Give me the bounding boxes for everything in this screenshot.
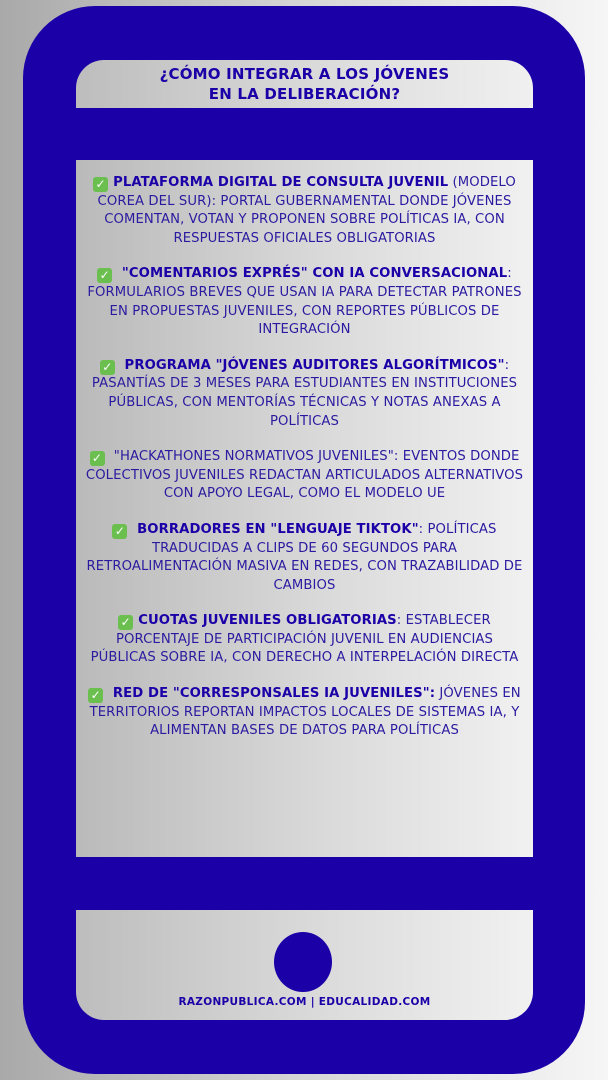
list-item-digital-platform: [84, 174, 525, 248]
list-item-hackathons: [84, 448, 525, 504]
footer-credits: RAZONPUBLICA.COM | EDUCALIDAD.COM: [178, 996, 431, 1008]
check-mark-icon: ✓: [93, 177, 108, 192]
page-title-line-2: EN LA DELIBERACIÓN?: [208, 85, 401, 103]
item-lead: RED DE "CORRESPONSALES IA JUVENILES":: [108, 686, 436, 702]
item-body: (MODELO COREA DEL SUR): PORTAL GUBERNAMENTAL DONDE JÓVENES COMENTAN, VOTAN Y PROPONEN SOBRE POLÍTICAS IA, CON RESPUESTAS OFICIALES OBLIGATORIAS: [97, 175, 516, 246]
list-item-express-comments: [84, 265, 525, 339]
check-mark-icon: ✓: [100, 360, 115, 375]
item-lead: PROGRAMA "JÓVENES AUDITORES ALGORÍTMICOS": [119, 357, 505, 373]
item-lead: PLATAFORMA DIGITAL DE CONSULTA JUVENIL: [113, 175, 449, 190]
item-lead: CUOTAS JUVENILES OBLIGATORIAS: [138, 613, 397, 629]
page-title-line-1: ¿CÓMO INTEGRAR A LOS JÓVENES: [159, 65, 450, 83]
item-lead: "COMENTARIOS EXPRÉS" CON IA CONVERSACIONAL: [117, 266, 508, 282]
item-body: : POLÍTICAS TRADUCIDAS A CLIPS DE 60 SEGUNDOS PARA RETROALIMENTACIÓN MASIVA EN REDES, CON TRAZABILIDAD DE CAMBIOS: [86, 521, 523, 593]
item-body: : FORMULARIOS BREVES QUE USAN IA PARA DETECTAR PATRONES EN PROPUESTAS JUVENILES, CON REPORTES PÚBLICOS DE INTEGRACIÓN: [87, 266, 522, 338]
check-mark-icon: ✓: [90, 451, 105, 466]
header-panel: [76, 60, 533, 108]
bottom-panel: [76, 910, 533, 1020]
check-mark-icon: ✓: [112, 524, 127, 539]
content-screen: [76, 160, 533, 857]
check-mark-icon: ✓: [118, 615, 133, 630]
item-body: JÓVENES EN TERRITORIOS REPORTAN IMPACTOS LOCALES DE SISTEMAS IA, Y ALIMENTAN BASES DE DATOS PARA POLÍTICAS: [89, 686, 521, 739]
list-item-youth-quotas: [84, 612, 525, 668]
list-item-correspondents: [84, 685, 525, 741]
item-body: : ESTABLECER PORCENTAJE DE PARTICIPACIÓN JUVENIL EN AUDIENCIAS PÚBLICAS SOBRE IA, CON DERECHO A INTERPELACIÓN DIRECTA: [90, 613, 519, 666]
item-body: : PASANTÍAS DE 3 MESES PARA ESTUDIANTES EN INSTITUCIONES PÚBLICAS, CON MENTORÍAS TÉCNICAS Y NOTAS ANEXAS A POLÍTICAS: [91, 357, 518, 429]
item-body: "HACKATHONES NORMATIVOS JUVENILES": EVENTOS DONDE COLECTIVOS JUVENILES REDACTAN ARTICULADOS ALTERNATIVOS CON APOYO LEGAL, COMO EL MODELO UE: [85, 449, 524, 502]
home-button-icon: [274, 932, 332, 992]
check-mark-icon: ✓: [97, 268, 112, 283]
list-item-algorithmic-auditors: [84, 357, 525, 431]
item-lead: BORRADORES EN "LENGUAJE TIKTOK": [132, 521, 419, 537]
list-item-tiktok-drafts: [84, 521, 525, 595]
check-mark-icon: ✓: [88, 688, 103, 703]
